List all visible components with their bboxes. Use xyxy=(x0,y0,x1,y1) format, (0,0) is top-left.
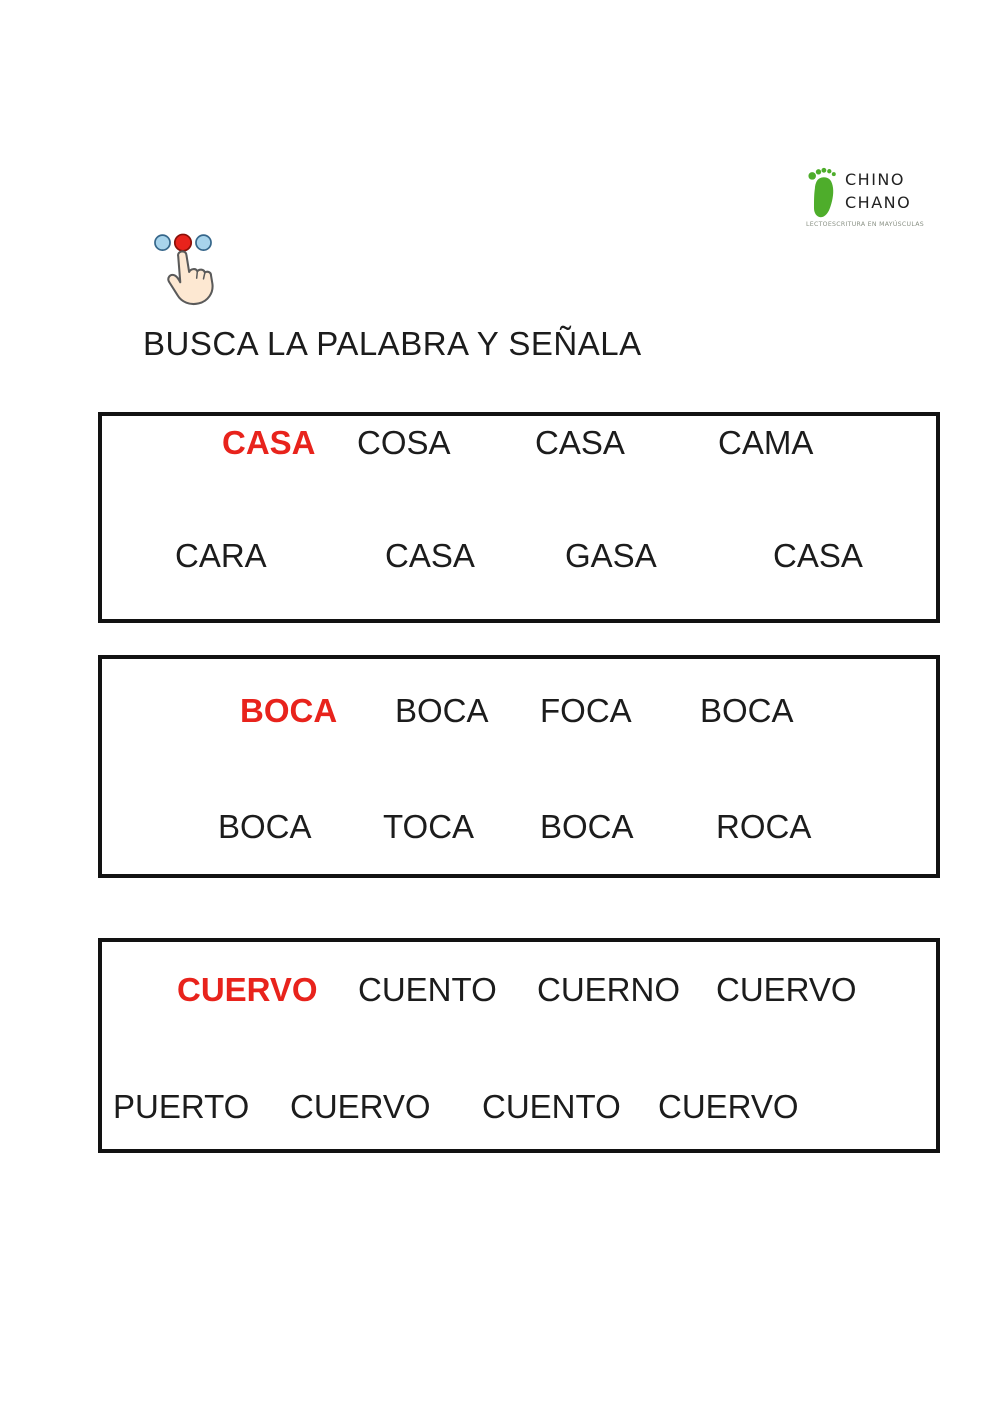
page-title: BUSCA LA PALABRA Y SEÑALA xyxy=(143,325,642,362)
word-option[interactable]: BOCA xyxy=(540,808,634,845)
logo-text xyxy=(845,168,911,214)
word-option[interactable]: CASA xyxy=(535,424,625,461)
word-option[interactable]: CUENTO xyxy=(358,971,497,1008)
word-option[interactable]: CARA xyxy=(175,537,267,574)
chino-chano-logo xyxy=(804,164,954,234)
word-option[interactable]: GASA xyxy=(565,537,657,574)
word-option[interactable]: CUERVO xyxy=(290,1088,431,1125)
word-option[interactable]: CASA xyxy=(773,537,863,574)
logo-line1: CHINO xyxy=(845,170,905,189)
word-option[interactable]: CAMA xyxy=(718,424,814,461)
word-option[interactable]: BOCA xyxy=(218,808,312,845)
word-option[interactable]: CUENTO xyxy=(482,1088,621,1125)
logo-subtitle: LECTOESCRITURA EN MAYÚSCULAS xyxy=(806,221,924,228)
word-option[interactable]: CUERVO xyxy=(658,1088,799,1125)
word-option[interactable]: FOCA xyxy=(540,692,632,729)
exercise-box-boca xyxy=(98,655,940,878)
logo-line2: CHANO xyxy=(845,193,912,213)
footprint-icon xyxy=(804,166,842,220)
target-word[interactable]: CASA xyxy=(222,424,316,461)
word-option[interactable]: TOCA xyxy=(383,808,475,845)
word-option[interactable]: ROCA xyxy=(716,808,812,845)
target-word[interactable]: CUERVO xyxy=(177,971,318,1008)
exercise-box-casa xyxy=(98,412,940,623)
word-option[interactable]: PUERTO xyxy=(113,1088,250,1125)
word-option[interactable]: BOCA xyxy=(700,692,794,729)
target-word[interactable]: BOCA xyxy=(240,692,338,729)
word-option[interactable]: CUERNO xyxy=(537,971,681,1008)
word-option[interactable]: COSA xyxy=(357,424,451,461)
word-option[interactable]: CASA xyxy=(385,537,475,574)
word-option[interactable]: CUERVO xyxy=(716,971,857,1008)
word-option[interactable]: BOCA xyxy=(395,692,489,729)
exercise-box-cuervo xyxy=(98,938,940,1153)
pointer-hand-icon xyxy=(142,230,224,314)
